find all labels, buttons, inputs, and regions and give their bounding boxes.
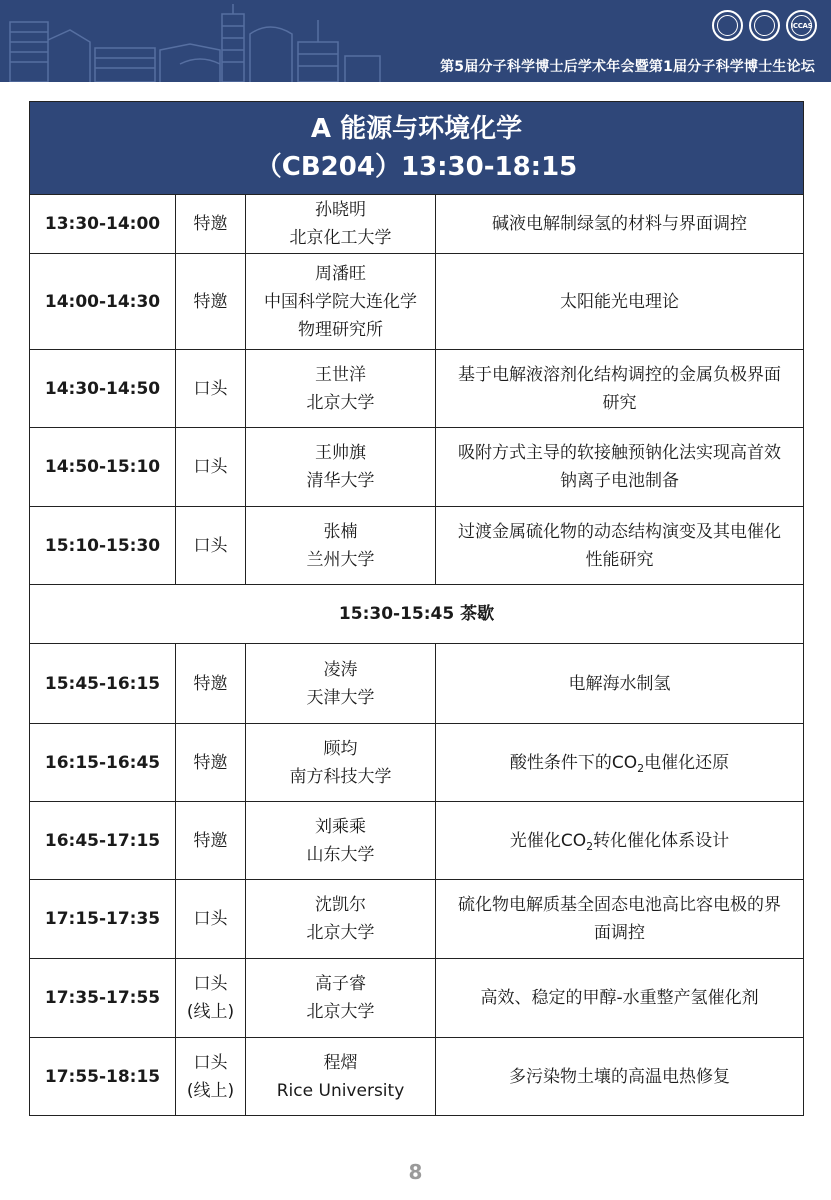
speaker-cell (246, 724, 436, 802)
speaker-affiliation: 清华大学 (306, 471, 375, 491)
speaker-affiliation: 兰州大学 (306, 549, 375, 570)
topic-cell: 碱液电解制绿氢的材料与界面调控 (436, 195, 804, 254)
type-cell: 特邀 (176, 644, 246, 724)
topic-text: 光催化CO (509, 830, 587, 851)
topic-cell (436, 802, 804, 880)
type-label: 口头 (193, 974, 228, 994)
speaker-name: 周潘旺 (315, 263, 366, 284)
speaker-name: 顾均 (323, 738, 358, 759)
speaker-cell (246, 880, 436, 959)
speaker-name: 沈凯尔 (315, 895, 366, 915)
type-label: 口头 (193, 1052, 228, 1073)
time-cell: 16:45-17:15 (30, 802, 176, 880)
topic-cell: 过渡金属硫化物的动态结构演变及其电催化性能研究 (436, 507, 804, 585)
time-cell: 14:30-14:50 (30, 350, 176, 428)
page-banner (0, 0, 831, 82)
time-cell: 14:50-15:10 (30, 428, 176, 507)
table-row (30, 195, 804, 254)
speaker-cell (246, 959, 436, 1038)
logo-group (712, 10, 817, 41)
topic-cell: 硫化物电解质基全固态电池高比容电极的界面调控 (436, 880, 804, 959)
session-title: A 能源与环境化学 (310, 114, 523, 144)
schedule-table (29, 101, 804, 1116)
subscript: 2 (586, 839, 594, 853)
time-cell: 17:35-17:55 (30, 959, 176, 1038)
speaker-name: 王帅旗 (315, 443, 366, 463)
time-cell: 14:00-14:30 (30, 254, 176, 350)
time-cell: 16:15-16:45 (30, 724, 176, 802)
speaker-cell (246, 802, 436, 880)
speaker-affiliation: 北京大学 (306, 392, 375, 413)
table-row (30, 428, 804, 507)
speaker-name: 刘乘乘 (315, 816, 366, 837)
time-cell: 17:55-18:15 (30, 1038, 176, 1116)
table-row (30, 959, 804, 1038)
speaker-name: 凌涛 (323, 659, 358, 680)
table-row (30, 254, 804, 350)
speaker-affiliation: 北京化工大学 (289, 228, 392, 248)
speaker-cell (246, 195, 436, 254)
type-cell: 特邀 (176, 195, 246, 254)
iccas-logo: ICCAS (786, 10, 817, 41)
speaker-name: 王世洋 (315, 364, 366, 385)
speaker-affiliation: 北京大学 (306, 923, 375, 943)
table-row (30, 350, 804, 428)
type-cell: 特邀 (176, 802, 246, 880)
type-cell: 口头 (176, 880, 246, 959)
type-cell (176, 1038, 246, 1116)
subscript: 2 (637, 761, 645, 775)
peking-university-logo (749, 10, 780, 41)
speaker-cell (246, 507, 436, 585)
topic-cell: 太阳能光电理论 (436, 254, 804, 350)
topic-cell: 基于电解液溶剂化结构调控的金属负极界面研究 (436, 350, 804, 428)
type-cell: 特邀 (176, 724, 246, 802)
type-cell: 口头 (176, 428, 246, 507)
online-label: (线上) (186, 1002, 235, 1022)
online-label: (线上) (186, 1080, 235, 1101)
speaker-name: 程熠 (323, 1052, 358, 1073)
topic-cell: 多污染物土壤的高温电热修复 (436, 1038, 804, 1116)
speaker-affiliation: Rice University (276, 1080, 405, 1101)
session-header-row (30, 102, 804, 195)
speaker-affiliation: 天津大学 (306, 687, 375, 708)
session-header (30, 102, 804, 195)
speaker-cell (246, 254, 436, 350)
time-cell: 13:30-14:00 (30, 195, 176, 254)
speaker-affiliation: 山东大学 (306, 844, 375, 865)
table-row (30, 644, 804, 724)
speaker-cell (246, 1038, 436, 1116)
topic-cell (436, 724, 804, 802)
table-row (30, 507, 804, 585)
type-cell (176, 959, 246, 1038)
speaker-affiliation: 南方科技大学 (289, 766, 392, 787)
speaker-name: 孙晓明 (315, 200, 366, 220)
topic-text: 转化催化体系设计 (593, 830, 730, 851)
speaker-cell (246, 350, 436, 428)
speaker-affiliation: 北京大学 (306, 1002, 375, 1022)
table-row (30, 880, 804, 959)
break-row (30, 585, 804, 644)
topic-cell: 高效、稳定的甲醇-水重整产氢催化剂 (436, 959, 804, 1038)
topic-text: 电催化还原 (644, 752, 730, 773)
speaker-name: 高子睿 (315, 974, 366, 994)
time-cell: 15:45-16:15 (30, 644, 176, 724)
table-row (30, 802, 804, 880)
type-cell: 口头 (176, 507, 246, 585)
topic-text: 酸性条件下的CO (509, 752, 638, 773)
table-row (30, 1038, 804, 1116)
time-cell: 15:10-15:30 (30, 507, 176, 585)
table-row (30, 724, 804, 802)
page-number: 8 (408, 1160, 423, 1184)
session-room-time: （CB204）13:30-18:15 (255, 152, 578, 182)
type-cell: 特邀 (176, 254, 246, 350)
university-seal-logo (712, 10, 743, 41)
speaker-cell (246, 428, 436, 507)
topic-cell: 吸附方式主导的软接触预钠化法实现高首效钠离子电池制备 (436, 428, 804, 507)
speaker-name: 张楠 (323, 521, 358, 542)
conference-title: 第5届分子科学博士后学术年会暨第1届分子科学博士生论坛 (440, 59, 815, 75)
topic-cell: 电解海水制氢 (436, 644, 804, 724)
time-cell: 17:15-17:35 (30, 880, 176, 959)
speaker-cell (246, 644, 436, 724)
type-cell: 口头 (176, 350, 246, 428)
speaker-affiliation: 中国科学院大连化学物理研究所 (264, 291, 417, 340)
tea-break: 15:30-15:45 茶歇 (30, 585, 804, 644)
